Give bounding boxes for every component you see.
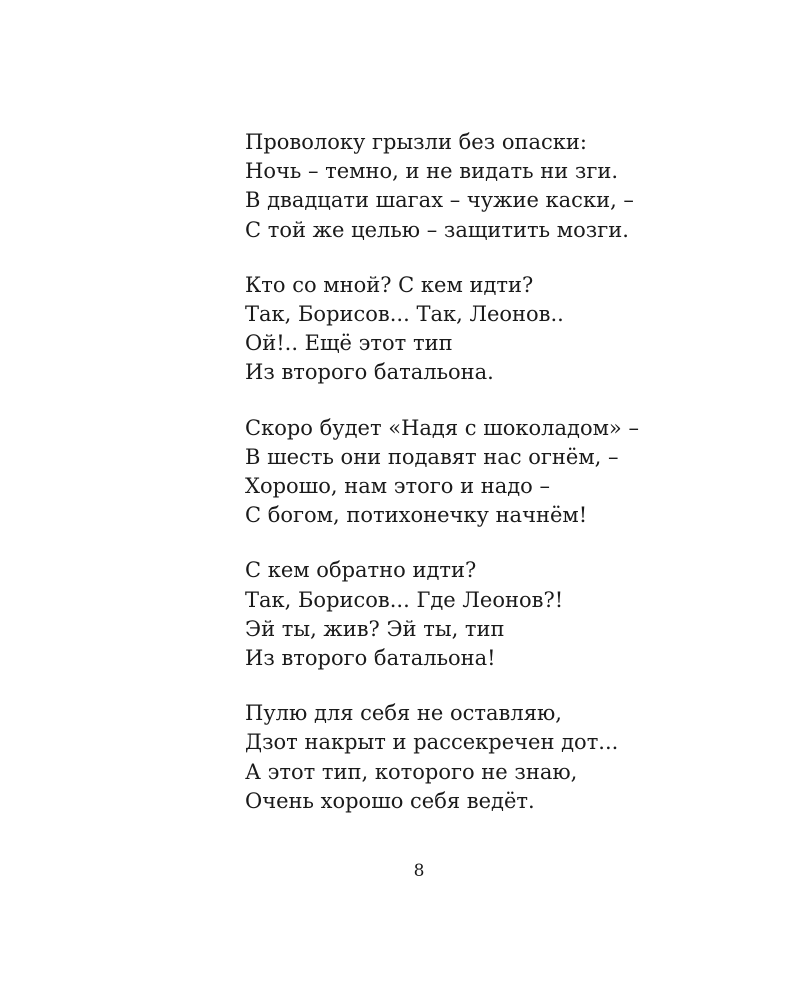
poem-line: Дзот накрыт и рассекречен дот...: [245, 730, 619, 755]
stanza-1: [245, 128, 765, 245]
poem-line: Так, Борисов... Так, Леонов..: [245, 302, 564, 327]
poem-line: Пулю для себя не оставляю,: [245, 701, 562, 726]
poem-line: С кем обратно идти?: [245, 558, 477, 583]
poem-line: С той же целью – защитить мозги.: [245, 217, 629, 242]
poem-line: Эй ты, жив? Эй ты, тип: [245, 616, 505, 641]
poem-line: Скоро будет «Надя с шоколадом» –: [245, 415, 639, 440]
poem-line: В шесть они подавят нас огнём, –: [245, 444, 619, 469]
poem-line: Проволоку грызли без опаски:: [245, 130, 587, 154]
poem-line: Хорошо, нам этого и надо –: [245, 474, 551, 499]
poem-line: В двадцати шагах – чужие каски, –: [245, 188, 634, 213]
poem-line: Ой!.. Ещё этот тип: [245, 331, 453, 356]
poem-line: Очень хорошо себя ведёт.: [245, 788, 535, 813]
page-number: 8: [413, 861, 425, 881]
stanza-4: [245, 556, 765, 673]
poem: [245, 128, 765, 842]
poem-line: Так, Борисов... Где Леонов?!: [245, 587, 564, 612]
poem-line: С богом, потихонечку начнём!: [245, 503, 588, 528]
stanza-5: [245, 699, 765, 816]
stanza-2: [245, 271, 765, 388]
poem-line: Из второго батальона!: [245, 646, 496, 671]
stanza-3: [245, 414, 765, 531]
poem-line: Из второго батальона.: [245, 360, 494, 385]
poem-line: Ночь – темно, и не видать ни зги.: [245, 159, 619, 184]
poem-line: Кто со мной? С кем идти?: [245, 272, 534, 297]
poem-line: А этот тип, которого не знаю,: [245, 759, 578, 784]
